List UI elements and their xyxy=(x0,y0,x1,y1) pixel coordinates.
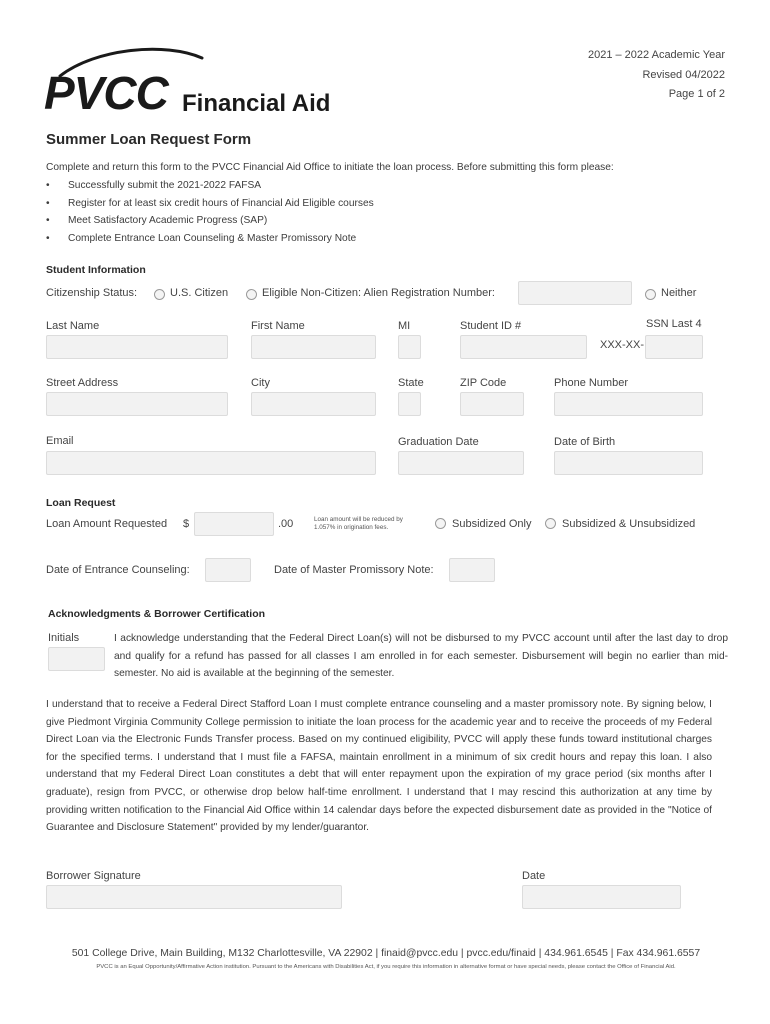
requirement-item: • Meet Satisfactory Academic Progress (SAP) xyxy=(46,212,736,230)
street-field[interactable] xyxy=(46,392,228,416)
initials-label: Initials xyxy=(48,632,80,644)
mpn-label: Date of Master Promissory Note: xyxy=(274,564,434,576)
eligible-non-citizen-label: Eligible Non-Citizen: Alien Registration Number: xyxy=(262,287,495,299)
email-field[interactable] xyxy=(46,451,376,475)
student-id-field[interactable] xyxy=(460,335,587,359)
neither-label: Neither xyxy=(661,287,697,299)
sign-date-field[interactable] xyxy=(522,885,681,909)
requirement-item: • Successfully submit the 2021-2022 FAFSA xyxy=(46,177,736,195)
phone-field[interactable] xyxy=(554,392,703,416)
state-label: State xyxy=(398,377,424,389)
radio-subsidized-unsubsidized[interactable] xyxy=(545,518,556,529)
initials-field[interactable] xyxy=(48,647,105,671)
intro-text: Complete and return this form to the PVCC Financial Aid Office to initiate the loan process. Before submitting this form please: xyxy=(46,162,614,173)
mpn-field[interactable] xyxy=(449,558,495,582)
dob-label: Date of Birth xyxy=(554,436,616,448)
grad-date-field[interactable] xyxy=(398,451,524,475)
subsidized-unsubsidized-label: Subsidized & Unsubsidized xyxy=(562,518,696,530)
certification-text: I understand that to receive a Federal Direct Stafford Loan I must complete entrance counseling and a master promissory note. By signing below, I give Piedmont Virginia Community College permission to initiate the loan process for the academic year and to receive the proceeds of my Federal Direct Loan via the Electronic Funds Transfer process. Based on my continued eligibility, PVCC will apply these funds toward institutional charges for the specified terms. I understand that I must file a FAFSA, maintain enrollment in a minimum of six credit hours and repay this loan. I also understand that my Federal Direct Loan constitutes a debt that will enter repayment upon the expiration of my grace period (six months after I graduate), resign from PVCC, or otherwise drop below half-time enrollment. I understand that I may rescind this authorization at any time by providing written notification to the Financial Aid Office within 14 calendar days before the expected disbursement date as provided in the "Notice of Guarantee and Disclosure Statement" provided by my lender/guarantor. xyxy=(46,699,712,834)
subsidized-only-label: Subsidized Only xyxy=(452,518,532,530)
footer-eeo: PVCC is an Equal Opportunity/Affirmative Action institution. Pursuant to the Americans with Disabilities Act, if you require this information in alternative format or have special needs, please contact the Office of Financial Aid. xyxy=(96,964,676,970)
ack-heading: Acknowledgments & Borrower Certification xyxy=(48,608,266,620)
logo-pvcc: PVCC xyxy=(44,67,168,119)
state-field[interactable] xyxy=(398,392,421,416)
city-field[interactable] xyxy=(251,392,376,416)
signature-field[interactable] xyxy=(46,885,342,909)
city-label: City xyxy=(251,377,270,389)
citizenship-label: Citizenship Status: xyxy=(46,287,138,299)
radio-subsidized-only[interactable] xyxy=(435,518,446,529)
form-title: Summer Loan Request Form xyxy=(46,131,252,148)
ack-statement: I acknowledge understanding that the Federal Direct Loan(s) will not be disbursed to my PVCC account until after the last day to drop and qualify for a refund has passed for all classes I am enrolled in for each semester. Disbursement will begin no earlier than mid-semester. No aid is available at the beginning of the semester. xyxy=(114,633,728,680)
revised-date: Revised 04/2022 xyxy=(642,68,725,81)
loan-amount-label: Loan Amount Requested xyxy=(46,518,168,530)
phone-label: Phone Number xyxy=(554,377,628,389)
logo-financial-aid: Financial Aid xyxy=(182,90,331,117)
student-id-label: Student ID # xyxy=(460,320,522,332)
entrance-counseling-field[interactable] xyxy=(205,558,251,582)
last-name-label: Last Name xyxy=(46,320,100,332)
academic-year: 2021 – 2022 Academic Year xyxy=(587,49,725,61)
street-label: Street Address xyxy=(46,377,119,389)
requirement-item: • Complete Entrance Loan Counseling & Master Promissory Note xyxy=(46,230,736,248)
cents-label: .00 xyxy=(278,518,294,530)
requirement-item: • Register for at least six credit hours of Financial Aid Eligible courses xyxy=(46,195,736,213)
mi-label: MI xyxy=(398,320,411,332)
sign-date-label: Date xyxy=(522,870,546,882)
zip-label: ZIP Code xyxy=(460,377,507,389)
loan-amount-field[interactable] xyxy=(194,512,274,536)
ssn-prefix: XXX-XX- xyxy=(600,339,645,351)
ssn-label: SSN Last 4 xyxy=(646,318,702,330)
grad-date-label: Graduation Date xyxy=(398,436,479,448)
requirements-list xyxy=(46,177,736,247)
ssn-field[interactable] xyxy=(645,335,703,359)
last-name-field[interactable] xyxy=(46,335,228,359)
radio-neither[interactable] xyxy=(645,289,656,300)
currency-symbol: $ xyxy=(183,518,190,530)
radio-eligible-non-citizen[interactable] xyxy=(246,289,257,300)
zip-field[interactable] xyxy=(460,392,524,416)
first-name-label: First Name xyxy=(251,320,305,332)
dob-field[interactable] xyxy=(554,451,703,475)
student-info-heading: Student Information xyxy=(46,264,146,276)
pvcc-logo xyxy=(44,44,364,124)
fee-note: Loan amount will be reduced by 1.057% in origination fees. xyxy=(314,516,403,531)
first-name-field[interactable] xyxy=(251,335,376,359)
loan-request-heading: Loan Request xyxy=(46,497,116,509)
alien-registration-field[interactable] xyxy=(518,281,632,305)
radio-us-citizen[interactable] xyxy=(154,289,165,300)
footer-address: 501 College Drive, Main Building, M132 Charlottesville, VA 22902 | finaid@pvcc.edu | pvcc.edu/finaid | 434.961.6545 | Fax 434.961.6557 xyxy=(71,948,701,959)
signature-label: Borrower Signature xyxy=(46,870,141,882)
mi-field[interactable] xyxy=(398,335,421,359)
page-number: Page 1 of 2 xyxy=(668,88,725,100)
entrance-counseling-label: Date of Entrance Counseling: xyxy=(46,564,190,576)
email-label: Email xyxy=(46,435,74,447)
us-citizen-label: U.S. Citizen xyxy=(170,287,229,299)
